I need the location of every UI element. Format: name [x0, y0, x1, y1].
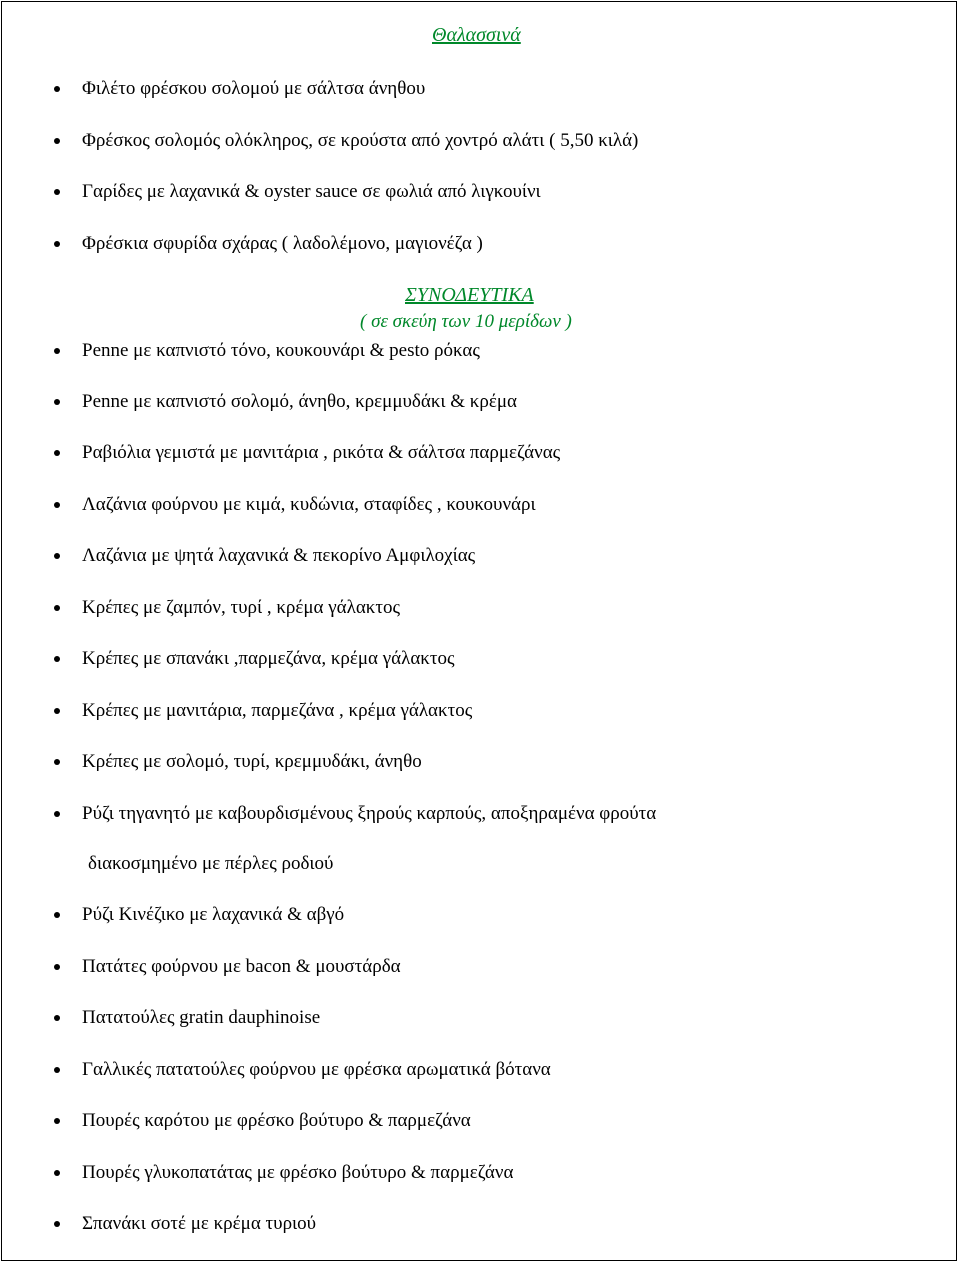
- list-item: [82, 1007, 320, 1029]
- bullet-icon: [54, 1118, 60, 1124]
- item-text: Λαζάνια φούρνου με κιμά, κυδώνια, σταφίδες , κουκουνάρι: [82, 494, 536, 515]
- list-item: [82, 340, 480, 362]
- list-item: [82, 494, 536, 516]
- item-text: Σπανάκι σοτέ με κρέμα τυριού: [82, 1213, 317, 1234]
- bullet-icon: [54, 1170, 60, 1176]
- item-text: Γαλλικές πατατούλες φούρνου με φρέσκα αρωματικά βότανα: [82, 1059, 551, 1080]
- bullet-icon: [54, 450, 60, 456]
- bullet-icon: [54, 708, 60, 714]
- bullet-icon: [54, 86, 60, 92]
- item-text: Πουρές καρότου με φρέσκο βούτυρο & παρμεζάνα: [82, 1110, 471, 1131]
- list-item: [82, 956, 401, 978]
- list-item: [82, 545, 475, 567]
- item-text: Φρέσκια σφυρίδα σχάρας ( λαδολέμονο, μαγιονέζα ): [82, 233, 483, 254]
- item-text: Ρύζι Κινέζικο με λαχανικά & αβγό: [82, 904, 345, 925]
- bullet-icon: [54, 964, 60, 970]
- list-item: [82, 78, 425, 100]
- item-text: Πατάτες φούρνου με bacon & μουστάρδα: [82, 956, 401, 977]
- bullet-icon: [54, 553, 60, 559]
- bullet-icon: [54, 348, 60, 354]
- item-text: Γαρίδες με λαχανικά & oyster sauce σε φωλιά από λιγκουίνι: [82, 181, 541, 202]
- bullet-icon: [54, 138, 60, 144]
- bullet-icon: [54, 1067, 60, 1073]
- item-text: Πουρές γλυκοπατάτας με φρέσκο βούτυρο & παρμεζάνα: [82, 1162, 514, 1183]
- item-text: Λαζάνια με ψητά λαχανικά & πεκορίνο Αμφιλοχίας: [82, 545, 476, 566]
- bullet-icon: [54, 1015, 60, 1021]
- item-text: Φρέσκος σολομός ολόκληρος, σε κρούστα από χοντρό αλάτι ( 5,50 κιλά): [82, 130, 639, 151]
- bullet-icon: [54, 811, 60, 817]
- list-item: [82, 1059, 551, 1081]
- bullet-icon: [54, 759, 60, 765]
- list-item: [82, 1162, 513, 1184]
- list-item: [82, 700, 472, 722]
- list-item: [82, 130, 638, 152]
- bullet-icon: [54, 399, 60, 405]
- item-text: Ραβιόλια γεμιστά με μανιτάρια , ρικότα & σάλτσα παρμεζάνας: [82, 442, 561, 463]
- list-item: [82, 181, 541, 203]
- item-text: Πατατούλες gratin dauphinoise: [82, 1007, 321, 1028]
- item-continuation: διακοσμημένο με πέρλες ροδιού: [88, 853, 334, 874]
- bullet-icon: [54, 502, 60, 508]
- bullet-icon: [54, 912, 60, 918]
- bullet-icon: [54, 605, 60, 611]
- sides-title: ΣΥΝΟΔΕΥΤΙΚΑ: [405, 284, 534, 306]
- list-item: [82, 233, 483, 255]
- seafood-title: Θαλασσινά: [432, 24, 521, 46]
- item-text: Ρύζι τηγανητό με καβουρδισμένους ξηρούς καρπούς, αποξηραμένα φρούτα: [82, 803, 657, 824]
- item-text: Κρέπες με σπανάκι ,παρμεζάνα, κρέμα γάλακτος: [82, 648, 455, 669]
- list-item: [82, 597, 400, 619]
- item-text: Κρέπες με μανιτάρια, παρμεζάνα , κρέμα γάλακτος: [82, 700, 473, 721]
- sides-subtitle: ( σε σκεύη των 10 μερίδων ): [360, 311, 572, 332]
- bullet-icon: [54, 189, 60, 195]
- list-item: [82, 904, 344, 926]
- list-item: [82, 648, 455, 670]
- list-item: [82, 751, 422, 773]
- item-text: Κρέπες με ζαμπόν, τυρί , κρέμα γάλακτος: [82, 597, 401, 618]
- item-text: Penne με καπνιστό τόνο, κουκουνάρι & pesto ρόκας: [82, 340, 480, 361]
- bullet-icon: [54, 656, 60, 662]
- item-text: Κρέπες με σολομό, τυρί, κρεμμυδάκι, άνηθο: [82, 751, 422, 772]
- bullet-icon: [54, 1221, 60, 1227]
- item-text: Penne με καπνιστό σολομό, άνηθο, κρεμμυδάκι & κρέμα: [82, 391, 517, 412]
- list-item: [82, 391, 517, 413]
- list-item: [82, 803, 656, 825]
- list-item: [82, 442, 560, 464]
- list-item: [82, 1213, 316, 1235]
- bullet-icon: [54, 241, 60, 247]
- item-text: Φιλέτο φρέσκου σολομού με σάλτσα άνηθου: [82, 78, 426, 99]
- list-item: [82, 1110, 471, 1132]
